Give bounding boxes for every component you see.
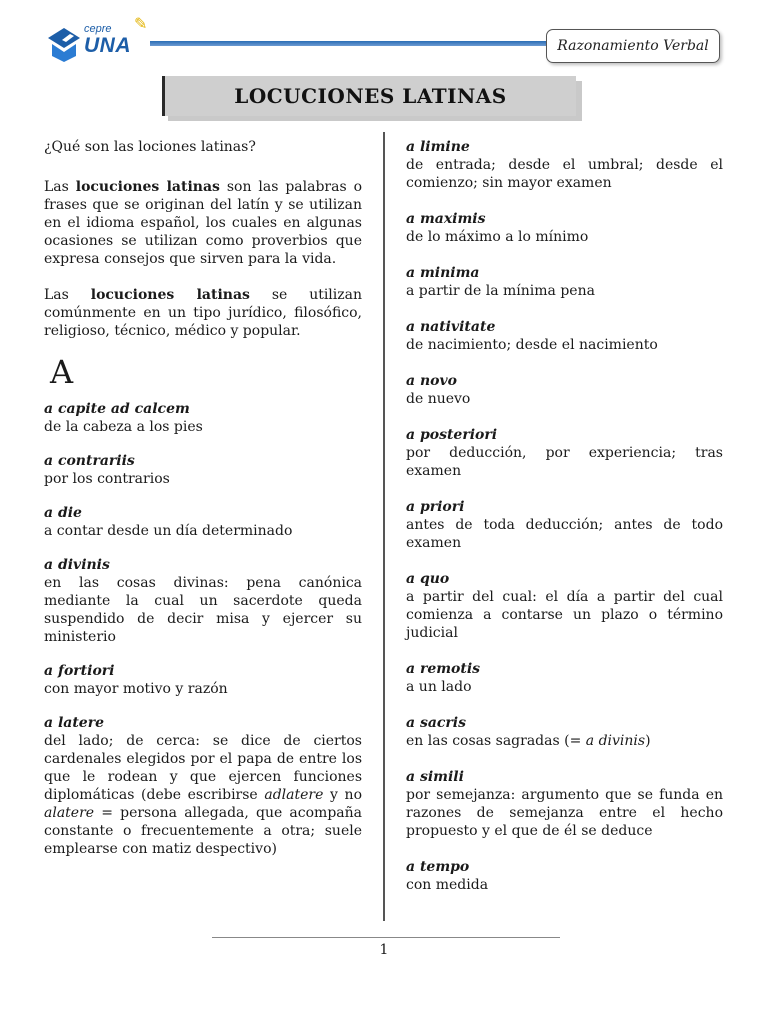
entry-a-latere (44, 714, 362, 858)
p1-pre: Las (44, 179, 76, 195)
header-rule (150, 41, 546, 46)
subject-label: Razonamiento Verbal (546, 29, 720, 63)
latere-def-3: = persona allegada, que acompaña constante o frecuentemente a otra; suele emplearse con matiz despectivo) (44, 805, 362, 857)
entry-term: a posteriori (406, 427, 498, 443)
entry-definition: por semejanza: argumento que se funda en razones de semejanza entre el hecho propuesto y el que de él se deduce (406, 787, 723, 839)
entry-definition: de nuevo (406, 391, 471, 407)
footer-rule (212, 937, 560, 938)
logo-small-text: cepre (84, 23, 112, 35)
entry (406, 858, 723, 894)
entry (44, 400, 362, 436)
sacris-def-post: ) (645, 733, 651, 749)
sacris-def-pre: en las cosas sagradas (= (406, 733, 586, 749)
pen-icon: ✎ (134, 14, 148, 33)
entry (406, 264, 723, 300)
entry (406, 138, 723, 192)
p1-bold: locuciones latinas (75, 179, 220, 195)
entry-term: a quo (406, 571, 450, 587)
entry (406, 210, 723, 246)
entry-a-sacris (406, 714, 723, 750)
intro-paragraph-2 (44, 286, 362, 340)
entry-term: a simili (406, 769, 464, 785)
logo-mark-icon (44, 24, 84, 64)
entry-definition: por los contrarios (44, 471, 170, 487)
entry (44, 504, 362, 540)
title-banner (162, 76, 576, 116)
entry-term: a novo (406, 373, 457, 389)
entry (406, 768, 723, 840)
entry-definition: de nacimiento; desde el nacimiento (406, 337, 658, 353)
entry (44, 452, 362, 488)
entry-term: a tempo (406, 859, 470, 875)
entry-definition (406, 732, 723, 750)
entry (406, 426, 723, 480)
entry-definition: a partir del cual: el día a partir del cual comienza a contarse un plazo o término judicial (406, 589, 723, 641)
entry-term: a sacris (406, 715, 466, 731)
entry (44, 556, 362, 646)
entry (44, 662, 362, 698)
logo-big-text: UNA (84, 34, 131, 57)
entry-definition: antes de toda deducción; antes de todo examen (406, 517, 723, 551)
latere-def-italic-2: alatere (44, 805, 95, 821)
intro-question: ¿Qué son las lociones latinas? (44, 139, 256, 155)
left-entry-list (44, 400, 362, 698)
entry-term: a latere (44, 715, 104, 731)
entry (406, 372, 723, 408)
entry (406, 570, 723, 642)
entry-term: a priori (406, 499, 465, 515)
latere-def-1: del lado; de cerca: se dice de ciertos cardenales elegidos por el papa de entre los que le rodean y que ejercen funciones diplomáticas (debe escribirse (44, 733, 362, 803)
entry-term: a maximis (406, 211, 486, 227)
entry-definition (44, 732, 362, 858)
right-entry-list-2 (406, 768, 723, 894)
latere-def-italic-1: adlatere (264, 787, 324, 803)
cepre-una-logo (44, 14, 148, 68)
entry-term: a remotis (406, 661, 481, 677)
entry (406, 660, 723, 696)
right-entry-list (406, 138, 723, 696)
entry-term: a fortiori (44, 663, 115, 679)
entry (406, 318, 723, 354)
column-divider (383, 132, 385, 921)
section-letter: A (50, 353, 74, 391)
entry-term: a die (44, 505, 82, 521)
entry-definition: a un lado (406, 679, 472, 695)
entry-term: a nativitate (406, 319, 496, 335)
page-title: LOCUCIONES LATINAS (234, 84, 507, 108)
p1-post: son las palabras o frases que se originan del latín y se utilizan en el idioma español, los cuales en algunas ocasiones se utilizan como proverbios que expresa consejos que sirven para la vida. (44, 179, 362, 267)
entry-definition: con medida (406, 877, 489, 893)
sacris-def-italic: a divinis (585, 733, 646, 749)
latere-def-2: y no (323, 787, 362, 803)
entry-definition: de la cabeza a los pies (44, 419, 203, 435)
entry-term: a capite ad calcem (44, 401, 190, 417)
entry-term: a contrariis (44, 453, 135, 469)
page-number: 1 (379, 942, 389, 958)
p2-bold: locuciones latinas (90, 287, 250, 303)
entry-term: a limine (406, 139, 470, 155)
entry-definition: por deducción, por experiencia; tras examen (406, 445, 723, 479)
entry-definition: con mayor motivo y razón (44, 681, 228, 697)
entry-definition: de lo máximo a lo mínimo (406, 229, 589, 245)
entry-definition: a partir de la mínima pena (406, 283, 595, 299)
left-column (44, 138, 362, 858)
entry-term: a divinis (44, 557, 110, 573)
intro-paragraph-1 (44, 178, 362, 268)
entry-definition: a contar desde un día determinado (44, 523, 293, 539)
p2-post: se utilizan comúnmente en un tipo jurídico, filosófico, religioso, técnico, médico y popular. (44, 287, 363, 339)
entry (406, 498, 723, 552)
entry-definition: en las cosas divinas: pena canónica mediante la cual un sacerdote queda suspendido de decir misa y ejercer su ministerio (44, 575, 362, 645)
p2-pre: Las (44, 287, 91, 303)
entry-term: a minima (406, 265, 480, 281)
entry-definition: de entrada; desde el umbral; desde el comienzo; sin mayor examen (406, 157, 723, 191)
right-column (406, 138, 723, 894)
